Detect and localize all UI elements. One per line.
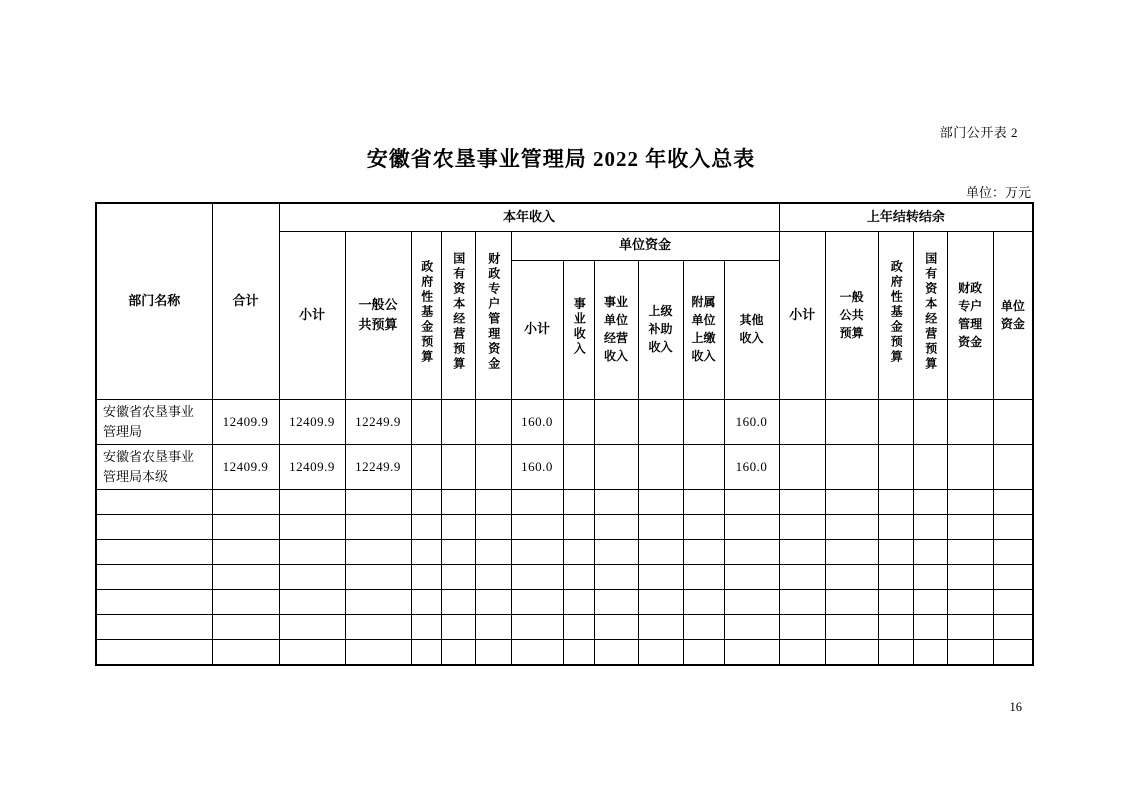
data-cell [878,444,913,489]
empty-cell [947,490,993,515]
col-header-cy-general-public-budget [345,231,411,399]
empty-cell [411,590,441,615]
other-income-label: 其他收入 [739,313,764,346]
income-summary-table [95,202,1034,666]
dept-name-cell: 安徽省农垦事业管理局本级 [96,444,212,489]
empty-cell [683,490,724,515]
empty-cell [779,490,825,515]
group-header-current-year-income: 本年收入 [279,203,779,231]
empty-cell [279,490,345,515]
empty-cell [825,490,878,515]
empty-cell [212,640,279,665]
empty-cell [511,515,563,540]
empty-row [96,565,1033,590]
empty-cell [411,640,441,665]
empty-cell [779,615,825,640]
empty-cell [563,590,594,615]
data-cell: 12249.9 [345,444,411,489]
col-header-dept-name: 部门名称 [96,203,212,399]
empty-cell [96,565,212,590]
unit-funds-label: 单位资金 [1000,298,1025,331]
col-header-grand-total: 合计 [212,203,279,399]
empty-cell [913,540,947,565]
empty-cell [594,515,638,540]
empty-cell [947,615,993,640]
empty-cell [878,640,913,665]
empty-cell [212,590,279,615]
data-cell [878,399,913,444]
col-header-cy-subtotal: 小计 [279,231,345,399]
empty-cell [563,565,594,590]
empty-cell [345,640,411,665]
empty-cell [345,565,411,590]
empty-cell [345,590,411,615]
data-cell [638,444,683,489]
empty-cell [683,515,724,540]
empty-cell [511,565,563,590]
empty-cell [638,640,683,665]
empty-cell [594,590,638,615]
empty-cell [475,565,511,590]
empty-row [96,640,1033,665]
empty-cell [993,615,1033,640]
empty-cell [441,640,475,665]
empty-cell [511,615,563,640]
empty-cell [913,590,947,615]
fiscal-special-account-label: 财政专户管理资金 [958,280,983,349]
empty-cell [345,515,411,540]
state-capital-budget-label: 国有资本经营预算 [923,252,938,373]
empty-cell [563,640,594,665]
empty-cell [96,540,212,565]
col-header-cy-state-capital-budget [441,231,475,399]
empty-cell [638,590,683,615]
data-cell [947,399,993,444]
empty-cell [441,490,475,515]
empty-cell [993,540,1033,565]
group-header-unit-funds: 单位资金 [511,231,779,260]
empty-cell [878,615,913,640]
empty-cell [878,515,913,540]
empty-cell [594,490,638,515]
empty-cell [913,640,947,665]
affiliated-remitted-income-label: 附属单位上缴收入 [691,295,716,364]
data-cell [563,399,594,444]
empty-cell [96,615,212,640]
empty-cell [594,640,638,665]
empty-row [96,515,1033,540]
gov-fund-budget-label: 政府性基金预算 [889,259,904,365]
empty-cell [279,565,345,590]
empty-cell [724,490,779,515]
data-cell: 160.0 [511,444,563,489]
business-income-label: 事业收入 [572,296,587,357]
empty-cell [993,565,1033,590]
data-cell [947,444,993,489]
empty-cell [638,515,683,540]
empty-cell [212,490,279,515]
col-header-co-general-public-budget [825,231,878,399]
empty-cell [594,540,638,565]
empty-cell [638,565,683,590]
col-header-uf-business-operating-income [594,260,638,399]
empty-cell [779,540,825,565]
empty-cell [638,615,683,640]
empty-cell [993,590,1033,615]
superior-subsidy-income-label: 上级补助收入 [648,304,673,355]
col-header-co-unit-funds [993,231,1033,399]
empty-cell [683,565,724,590]
empty-cell [683,590,724,615]
data-cell [913,399,947,444]
general-public-budget-label: 一般公共预算 [358,297,398,332]
empty-cell [411,490,441,515]
empty-cell [993,515,1033,540]
empty-cell [947,590,993,615]
empty-cell [878,540,913,565]
empty-cell [779,640,825,665]
col-header-co-subtotal: 小计 [779,231,825,399]
corner-label: 部门公开表 2 [939,125,1018,140]
empty-cell [212,540,279,565]
data-cell [594,444,638,489]
empty-cell [96,640,212,665]
data-cell [913,444,947,489]
empty-cell [779,565,825,590]
empty-cell [212,565,279,590]
header-row-groups [96,203,1033,231]
empty-cell [913,490,947,515]
unit-label: 单位：万元 [965,185,1031,200]
empty-cell [411,565,441,590]
empty-cell [913,565,947,590]
data-cell [441,444,475,489]
empty-cell [441,540,475,565]
empty-cell [825,640,878,665]
data-cell [993,399,1033,444]
empty-cell [563,490,594,515]
empty-cell [638,490,683,515]
empty-cell [825,565,878,590]
data-cell [779,444,825,489]
col-header-co-gov-fund-budget [878,231,913,399]
empty-cell [724,640,779,665]
empty-cell [475,490,511,515]
empty-cell [947,540,993,565]
data-cell [638,399,683,444]
fiscal-special-account-label: 财政专户管理资金 [486,252,501,373]
data-cell: 12409.9 [279,399,345,444]
table-row [96,399,1033,444]
col-header-uf-business-income [563,260,594,399]
empty-cell [594,565,638,590]
table-row [96,444,1033,489]
data-cell [825,444,878,489]
empty-cell [947,565,993,590]
empty-cell [411,540,441,565]
empty-cell [683,615,724,640]
page-title: 安徽省农垦事业管理局 2022 年收入总表 [366,147,756,171]
data-cell [475,399,511,444]
group-header-carryover-balance: 上年结转结余 [779,203,1033,231]
empty-row [96,490,1033,515]
empty-cell [441,615,475,640]
empty-cell [411,615,441,640]
empty-cell [724,540,779,565]
empty-cell [279,515,345,540]
empty-cell [96,515,212,540]
data-cell: 12409.9 [212,444,279,489]
empty-cell [683,540,724,565]
business-operating-income-label: 事业单位经营收入 [603,295,628,364]
empty-cell [913,615,947,640]
data-cell [441,399,475,444]
col-header-co-state-capital-budget [913,231,947,399]
empty-cell [563,615,594,640]
empty-cell [411,515,441,540]
empty-cell [345,490,411,515]
empty-cell [212,515,279,540]
empty-cell [563,540,594,565]
data-cell [411,399,441,444]
dept-name-cell: 安徽省农垦事业管理局 [96,399,212,444]
empty-cell [993,490,1033,515]
empty-cell [511,490,563,515]
general-public-budget-label: 一般公共预算 [839,289,864,340]
state-capital-budget-label: 国有资本经营预算 [451,252,466,373]
data-cell: 160.0 [724,444,779,489]
empty-cell [878,590,913,615]
empty-cell [683,640,724,665]
income-table-body [96,203,1033,665]
data-cell: 12249.9 [345,399,411,444]
data-cell [475,444,511,489]
empty-cell [279,540,345,565]
data-cell: 160.0 [511,399,563,444]
empty-cell [913,515,947,540]
empty-cell [825,590,878,615]
data-cell [993,444,1033,489]
empty-cell [475,590,511,615]
data-cell: 12409.9 [279,444,345,489]
data-cell [683,444,724,489]
empty-cell [779,590,825,615]
empty-cell [825,615,878,640]
empty-cell [993,640,1033,665]
col-header-co-fiscal-special-account [947,231,993,399]
empty-cell [475,515,511,540]
data-cell [594,399,638,444]
empty-cell [825,540,878,565]
empty-row [96,540,1033,565]
empty-cell [724,590,779,615]
page-number: 16 [1009,700,1022,714]
empty-cell [441,590,475,615]
empty-cell [638,540,683,565]
empty-row [96,590,1033,615]
data-cell [683,399,724,444]
empty-cell [724,565,779,590]
data-cell [411,444,441,489]
empty-cell [279,640,345,665]
empty-cell [724,515,779,540]
empty-cell [511,540,563,565]
data-cell: 160.0 [724,399,779,444]
empty-cell [947,640,993,665]
col-header-cy-fiscal-special-account [475,231,511,399]
data-cell [779,399,825,444]
empty-cell [878,565,913,590]
empty-cell [475,615,511,640]
empty-cell [563,515,594,540]
empty-cell [724,615,779,640]
empty-cell [212,615,279,640]
gov-fund-budget-label: 政府性基金预算 [419,259,434,365]
empty-cell [475,640,511,665]
empty-cell [96,490,212,515]
col-header-cy-gov-fund-budget [411,231,441,399]
col-header-uf-superior-subsidy-income [638,260,683,399]
empty-cell [878,490,913,515]
empty-cell [345,540,411,565]
empty-cell [279,615,345,640]
empty-cell [511,640,563,665]
empty-cell [441,515,475,540]
empty-cell [96,590,212,615]
empty-cell [779,515,825,540]
col-header-uf-other-income [724,260,779,399]
empty-cell [345,615,411,640]
empty-cell [475,540,511,565]
empty-cell [441,565,475,590]
empty-cell [947,515,993,540]
empty-cell [594,615,638,640]
empty-row [96,615,1033,640]
col-header-uf-affiliated-remitted-income [683,260,724,399]
data-cell: 12409.9 [212,399,279,444]
data-cell [825,399,878,444]
empty-cell [825,515,878,540]
data-cell [563,444,594,489]
empty-cell [511,590,563,615]
empty-cell [279,590,345,615]
col-header-uf-subtotal: 小计 [511,260,563,399]
